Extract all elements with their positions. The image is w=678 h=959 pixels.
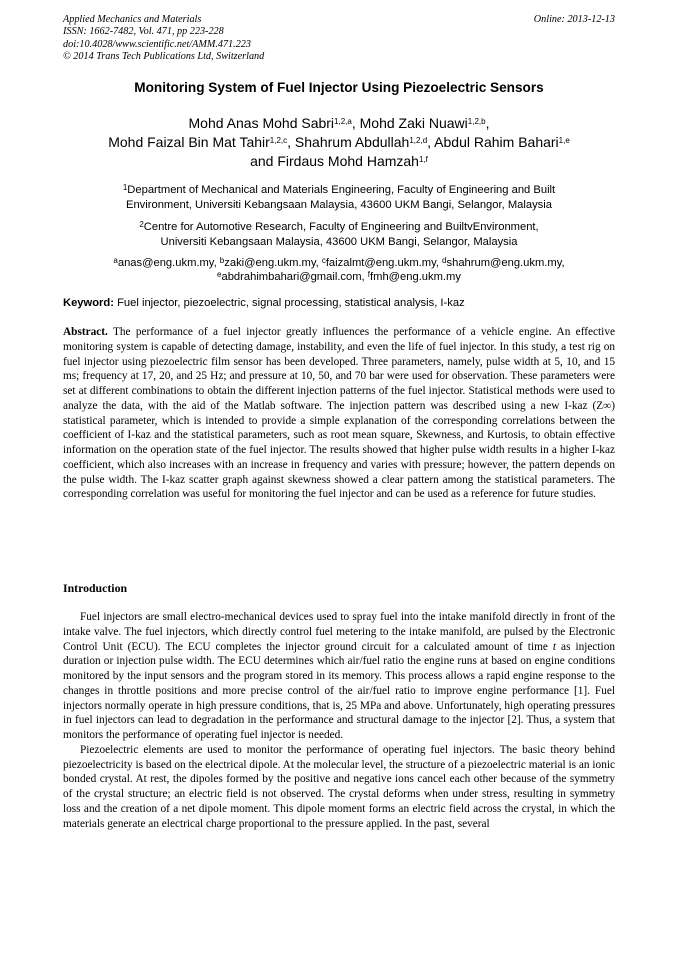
introduction-body — [63, 610, 615, 831]
author-sep: , — [287, 134, 295, 150]
affiliation-text: Centre for Automotive Research, Faculty of Engineering and BuiltvEnvironment, — [143, 221, 539, 233]
author-sep: , — [351, 115, 360, 131]
email-sup: d — [442, 256, 447, 265]
author-sep: , — [485, 115, 490, 131]
doi-line: doi:10.4028/www.scientific.net/AMM.471.223 — [63, 38, 251, 50]
email-sup: f — [367, 270, 371, 280]
email-link[interactable]: faizalmt@eng.ukm.my, — [325, 257, 443, 269]
author-sup: 1,2,d — [409, 136, 428, 145]
intro-text: as injection duration or injection pulse width. The ECU determines which air/fuel ratio the engine runs at based on engine conditions monitored by the input sensors and the program stored in its memory. This process allows a rapid engine response to the changes in throttle positions and more precise control of the air/fuel ratio to improve engine performance [1]. Fuel injectors normally operate in high pressure conditions, that is, 25 MPa and above. Unfortunately, high operating pressures in fuel injectors can lead to degradation in the performance and structural damage to the injector [2]. Thus, a system that monitors the performance of operating fuel injector is needed. — [63, 640, 615, 741]
affiliation-2 — [63, 220, 615, 249]
author-name: Mohd Faizal Bin Mat Tahir — [108, 134, 270, 150]
author-name: Abdul Rahim Bahari — [434, 134, 559, 150]
author-line-2 — [40, 133, 638, 152]
email-link[interactable]: zaki@eng.ukm.my, — [224, 257, 322, 269]
author-sup: 1,2,a — [334, 117, 352, 126]
keywords-label: Keyword: — [63, 297, 114, 309]
abstract — [63, 325, 615, 502]
section-heading-introduction: Introduction — [63, 581, 128, 595]
author-and: and — [250, 153, 278, 169]
email-sup: a — [113, 256, 118, 265]
abstract-label: Abstract. — [63, 326, 108, 338]
copyright-line: © 2014 Trans Tech Publications Ltd, Switzerland — [63, 51, 265, 63]
email-line-1 — [63, 256, 615, 270]
intro-text: Fuel injectors are small electro-mechanical devices used to spray fuel into the intake manifold directly in front of the intake valve. The fuel injectors, which directly control fuel metering to the intake manifold, are pulsed by the Electronic Control Unit (ECU). The ECU completes the injector ground circuit for a calculated amount of time — [63, 611, 615, 653]
intro-paragraph-2: Piezoelectric elements are used to monitor the performance of operating fuel injectors. The basic theory behind piezoelectricity is based on the electrical dipole. At the molecular level, the structure of a piezoelectric material is an ionic bonded crystal. At rest, the dipoles formed by the positive and negative ions cancel each other because of the symmetry of the crystal structure; an electric field is not observed. The crystal deforms when under stress, resulting in symmetry loss and the creation of a net dipole moment. This dipole moment forms an electric field across the crystal, in which the materials generate an electrical charge proportional to the pressure applied. In the past, several — [63, 743, 615, 830]
author-name: Firdaus Mohd Hamzah — [277, 153, 419, 169]
email-line-2 — [63, 270, 615, 284]
email-sup: b — [219, 256, 225, 265]
email-link[interactable]: fmh@eng.ukm.my — [370, 271, 461, 284]
author-name: Shahrum Abdullah — [294, 134, 410, 150]
affiliation-number: 2 — [139, 220, 144, 229]
email-sup: c — [321, 256, 326, 265]
email-sup: e — [217, 270, 222, 280]
author-line-3 — [40, 152, 638, 171]
affiliation-number: 1 — [122, 183, 128, 192]
author-list — [40, 114, 638, 171]
keywords — [63, 296, 615, 310]
email-link[interactable]: abdrahimbahari@gmail.com, — [221, 271, 368, 284]
author-name: Mohd Zaki Nuawi — [359, 115, 468, 131]
affiliation-2-line2: Universiti Kebangsaan Malaysia, 43600 UKM Bangi, Selangor, Malaysia — [160, 235, 518, 248]
author-sup: 1,f — [418, 155, 428, 164]
affiliation-1 — [63, 183, 615, 212]
author-sup: 1,e — [558, 136, 570, 145]
author-sup: 1,2,c — [269, 136, 288, 145]
affiliation-1-line2: Environment, Universiti Kebangsaan Malaysia, 43600 UKM Bangi, Selangor, Malaysia — [126, 198, 552, 211]
abstract-text: The performance of a fuel injector greatly influences the performance of a vehicle engine. An effective monitoring system is capable of detecting damage, instability, and even the life of fuel injector. In this study, a test rig on fuel injector using piezoelectric film sensor has been developed. Three parameters, namely, pulse width at 5, 10, and 15 ms; frequency at 17, 20, and 25 Hz; and pressure at 10, 50, and 70 bar were used for observation. These parameters were set at different combinations to obtain the different injection patterns of the fuel injector. Statistical methods were used to analyze the data, with the aid of the Matlab software. The injection pattern was described using a new I-kaz (Z∞) statistical parameter, which is intended to provide a simple explanation of the corresponding correlations between the coefficient of I-kaz and the statistical parameters, such as root mean square, Skewness, and Kurtosis, to obtain effective information on the operation state of the fuel injector. The results showed that higher pulse width results in a higher I-kaz coefficient, which also increases with an increase in frequency and varies with pressure; however, the pattern depends on the pulse width. The I-kaz scatter graph against skewness showed a clear pattern among the statistical parameters. The corresponding correlation was useful for monitoring the fuel injector and can be used as a reference for future studies. — [63, 326, 615, 501]
issn-line: ISSN: 1662-7482, Vol. 471, pp 223-228 — [63, 26, 224, 38]
email-link[interactable]: anas@eng.ukm.my, — [117, 257, 220, 269]
author-sup: 1,2,b — [467, 117, 486, 126]
paper-title: Monitoring System of Fuel Injector Using Piezoelectric Sensors — [134, 80, 544, 95]
author-name: Mohd Anas Mohd Sabri — [188, 115, 335, 131]
keywords-text: Fuel injector, piezoelectric, signal processing, statistical analysis, I-kaz — [113, 297, 465, 309]
online-date: Online: 2013-12-13 — [533, 14, 615, 25]
journal-name: Applied Mechanics and Materials — [63, 14, 202, 25]
intro-paragraph-1 — [63, 610, 615, 743]
email-list — [63, 256, 615, 284]
journal-header — [63, 14, 615, 64]
affiliation-1-line1 — [63, 183, 615, 198]
affiliation-text: Department of Mechanical and Materials Engineering, Faculty of Engineering and Built — [127, 184, 556, 196]
affiliation-2-line1 — [63, 220, 615, 235]
intro-italic-t: t — [552, 640, 557, 653]
author-sep: , — [427, 134, 435, 150]
author-line-1 — [40, 114, 638, 133]
email-link[interactable]: shahrum@eng.ukm.my, — [446, 257, 565, 269]
